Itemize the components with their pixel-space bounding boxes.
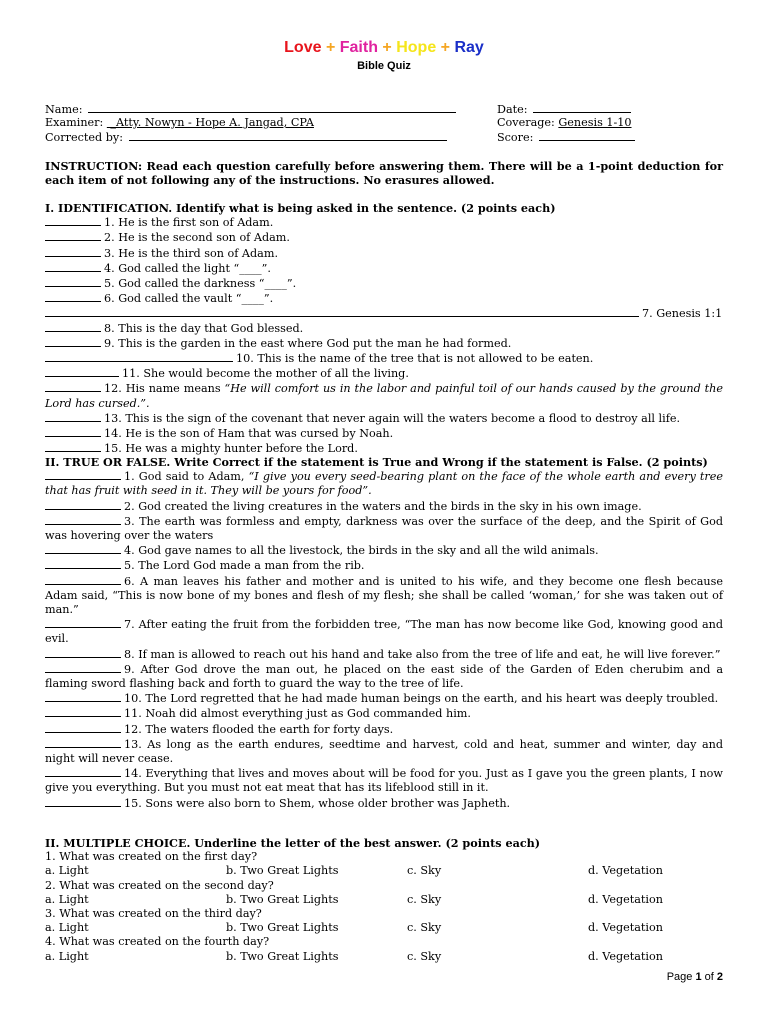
answer-blank[interactable]	[45, 215, 101, 226]
id-item	[45, 261, 723, 276]
instruction-text: INSTRUCTION: Read each question carefully before answering them. There will be a 1-point deduction for each item of not following any of the instructions. No erasures allowed.	[45, 159, 723, 188]
answer-blank[interactable]	[45, 246, 101, 257]
name-label: Name:	[45, 103, 83, 116]
id-item	[45, 351, 723, 366]
id-item	[45, 336, 723, 351]
answer-blank[interactable]	[45, 722, 121, 733]
quiz-title	[0, 38, 768, 58]
page-prefix: Page	[666, 971, 696, 983]
score-label: Score:	[497, 131, 534, 144]
answer-blank[interactable]	[45, 706, 121, 717]
instruction-block	[45, 159, 723, 187]
title-word-hope: Hope	[396, 39, 437, 56]
answer-blank[interactable]	[45, 691, 121, 702]
mc-option-a[interactable]: a. Light	[45, 921, 89, 935]
tf-item	[45, 617, 723, 646]
identification-heading: I. IDENTIFICATION. Identify what is being asked in the sentence. (2 points each)	[45, 201, 556, 215]
mc-question: 1. What was created on the first day?	[45, 850, 258, 864]
id-item	[45, 276, 723, 291]
name-blank[interactable]	[88, 102, 456, 113]
mc-option-c[interactable]: c. Sky	[407, 864, 442, 878]
id-item-text: 10. This is the name of the tree that is not allowed to be eaten.	[236, 352, 594, 366]
answer-blank[interactable]	[45, 499, 121, 510]
tf-item	[45, 662, 723, 691]
answer-blank[interactable]	[45, 336, 101, 347]
tf-item	[45, 706, 723, 721]
mc-option-c[interactable]: c. Sky	[407, 892, 442, 906]
answer-blank[interactable]	[45, 366, 119, 377]
mc-option-a[interactable]: a. Light	[45, 892, 89, 906]
mc-option-d[interactable]: d. Vegetation	[588, 892, 663, 906]
mc-option-b[interactable]: b. Two Great Lights	[226, 892, 339, 906]
mc-options-row	[45, 921, 723, 935]
id-item-text: 9. This is the garden in the east where God put the man he had formed.	[104, 336, 512, 350]
true-false-section	[45, 455, 723, 811]
id-item-text: 2. He is the second son of Adam.	[104, 231, 290, 245]
tf-item	[45, 796, 723, 811]
id-item-quote: “He will comfort us in the labor and painful toil of our hands caused by the ground the Lord has cursed.”.	[45, 382, 724, 410]
tf-item-text: 5. The Lord God made a man from the rib.	[124, 559, 365, 573]
answer-blank[interactable]	[45, 291, 101, 302]
mc-options-row	[45, 893, 723, 907]
mc-option-d[interactable]: d. Vegetation	[588, 864, 663, 878]
answer-blank[interactable]	[45, 426, 101, 437]
tf-item	[45, 469, 723, 498]
mc-option-d[interactable]: d. Vegetation	[588, 949, 663, 963]
answer-blank[interactable]	[45, 574, 121, 585]
id-item	[45, 366, 723, 381]
id-item	[45, 215, 723, 230]
name-field	[45, 102, 456, 117]
tf-item	[45, 722, 723, 737]
mc-option-b[interactable]: b. Two Great Lights	[226, 921, 339, 935]
answer-blank[interactable]	[45, 737, 121, 748]
answer-blank[interactable]	[45, 261, 101, 272]
page-current: 1	[695, 971, 702, 983]
title-word-love: Love	[284, 39, 322, 56]
answer-blank[interactable]	[45, 662, 121, 673]
quiz-subtitle: Bible Quiz	[357, 60, 411, 72]
id-item-text: 8. This is the day that God blessed.	[104, 321, 304, 335]
answer-blank[interactable]	[45, 306, 639, 317]
mc-option-c[interactable]: c. Sky	[407, 921, 442, 935]
answer-blank[interactable]	[45, 514, 121, 525]
coverage-value: Genesis 1-10	[558, 116, 632, 129]
tf-item-text: 8. If man is allowed to reach out his hand and take also from the tree of life and eat, he will live forever.”	[124, 647, 721, 661]
answer-blank[interactable]	[45, 543, 121, 554]
answer-blank[interactable]	[45, 321, 101, 332]
id-item-text: 6. God called the vault “____”.	[104, 292, 274, 306]
title-word-ray: Ray	[454, 39, 484, 56]
mc-question: 2. What was created on the second day?	[45, 878, 274, 892]
tf-item-text: 1. God said to Adam,	[124, 470, 249, 484]
id-item	[45, 291, 723, 306]
answer-blank[interactable]	[45, 617, 121, 628]
tf-item	[45, 647, 723, 662]
answer-blank[interactable]	[45, 411, 101, 422]
tf-item	[45, 574, 723, 618]
answer-blank[interactable]	[45, 558, 121, 569]
answer-blank[interactable]	[45, 647, 121, 658]
plus-sign: +	[440, 39, 451, 56]
mc-options-row	[45, 950, 723, 964]
answer-blank[interactable]	[45, 230, 101, 241]
multiple-choice-section	[45, 836, 723, 964]
tf-item-quote: “I give you every seed-bearing plant on the face of the whole earth and every tree that has fruit with seed in it. They will be yours for food”.	[45, 470, 723, 498]
corrected-by-blank[interactable]	[129, 130, 447, 141]
tf-item-text: 12. The waters flooded the earth for forty days.	[124, 722, 394, 736]
tf-item-text: 7. After eating the fruit from the forbidden tree, “The man has now become like God, knowing good and evil.	[45, 618, 723, 646]
plus-sign: +	[382, 39, 392, 56]
answer-blank[interactable]	[45, 276, 101, 287]
id-item-text: 7. Genesis 1:1	[642, 307, 723, 321]
id-item-text: 13. This is the sign of the covenant that never again will the waters become a flood to destroy all life.	[104, 411, 681, 425]
tf-item	[45, 499, 723, 514]
tf-item	[45, 737, 723, 766]
coverage-label: Coverage:	[497, 116, 555, 129]
tf-item-text: 11. Noah did almost everything just as God commanded him.	[124, 707, 471, 721]
tf-item-text: 4. God gave names to all the livestock, the birds in the sky and all the wild animals.	[124, 544, 599, 558]
mc-option-b[interactable]: b. Two Great Lights	[226, 949, 339, 963]
mc-option-a[interactable]: a. Light	[45, 864, 89, 878]
id-item	[45, 246, 723, 261]
tf-item-text: 13. As long as the earth endures, seedtime and harvest, cold and heat, summer and winter, day and night will never cease.	[45, 737, 723, 766]
identification-section	[45, 201, 723, 456]
page-number	[667, 970, 723, 984]
tf-item-text: 14. Everything that lives and moves about will be food for you. Just as I gave you the green plants, I now give you everything. But you must not eat meat that has its lifeblood still in it.	[45, 767, 723, 795]
plus-sign: +	[325, 39, 336, 56]
tf-item-text: 10. The Lord regretted that he had made human beings on the earth, and his heart was deeply troubled.	[124, 692, 719, 706]
examiner-label: Examiner:	[45, 116, 104, 129]
answer-blank[interactable]	[45, 351, 233, 362]
corrected-by-label: Corrected by:	[45, 131, 123, 144]
id-item-text: 5. God called the darkness “____”.	[104, 277, 297, 291]
tf-item-text: 3. The earth was formless and empty, darkness was over the surface of the deep, and the Spirit of God was hovering over the waters	[45, 514, 723, 543]
answer-blank[interactable]	[45, 796, 121, 807]
tf-item-text: 9. After God drove the man out, he placed on the east side of the Garden of Eden cherubim and a flaming sword flashing back and forth to guard the way to the tree of life.	[45, 662, 723, 691]
id-item-text: 1. He is the first son of Adam.	[104, 216, 274, 230]
corrected-by-field	[45, 130, 447, 145]
answer-blank[interactable]	[45, 441, 101, 452]
id-item-text: 15. He was a mighty hunter before the Lord.	[104, 442, 358, 456]
examiner-value: _Atty. Nowyn - Hope A. Jangad, CPA	[106, 116, 314, 129]
tf-item	[45, 558, 723, 573]
tf-item-text: 6. A man leaves his father and mother and is united to his wife, and they become one flesh because Adam said, “This is now bone of my bones and flesh of my flesh; she shall be called ‘woman,’ for she was taken out of man.”	[45, 574, 723, 617]
tf-item	[45, 766, 723, 795]
multiple-choice-heading: II. MULTIPLE CHOICE. Underline the letter of the best answer. (2 points each)	[45, 836, 541, 850]
mc-option-a[interactable]: a. Light	[45, 949, 89, 963]
score-blank[interactable]	[539, 130, 635, 141]
id-item-text: 14. He is the son of Ham that was cursed by Noah.	[104, 427, 394, 441]
mc-options-row	[45, 864, 723, 878]
id-item	[45, 230, 723, 245]
tf-item-text: 2. God created the living creatures in the waters and the birds in the sky in his own image.	[124, 499, 642, 513]
tf-item	[45, 691, 723, 706]
score-field	[497, 130, 635, 145]
examiner-name: Atty. Nowyn - Hope A. Jangad, CPA	[116, 116, 314, 129]
id-item-text: 11. She would become the mother of all the living.	[122, 367, 409, 381]
title-word-faith: Faith	[339, 39, 378, 56]
tf-item-text: 15. Sons were also born to Shem, whose older brother was Japheth.	[124, 796, 511, 810]
answer-blank[interactable]	[45, 381, 101, 392]
mc-option-b[interactable]: b. Two Great Lights	[226, 864, 339, 878]
date-field	[497, 102, 631, 117]
mc-question: 4. What was created on the fourth day?	[45, 935, 270, 949]
id-item	[45, 321, 723, 336]
coverage-field	[497, 116, 632, 130]
answer-blank[interactable]	[45, 766, 121, 777]
id-item	[45, 381, 723, 410]
mc-question: 3. What was created on the third day?	[45, 906, 262, 920]
mc-option-d[interactable]: d. Vegetation	[588, 921, 663, 935]
id-item	[45, 306, 723, 320]
id-item	[45, 411, 723, 426]
id-item	[45, 426, 723, 441]
examiner-field	[45, 116, 457, 130]
id-item-text: 3. He is the third son of Adam.	[104, 246, 279, 260]
id-item-text: 4. God called the light “____”.	[104, 261, 271, 275]
page-total: 2	[716, 971, 723, 983]
tf-item	[45, 514, 723, 543]
date-label: Date:	[497, 103, 528, 116]
date-blank[interactable]	[533, 102, 631, 113]
page-of: of	[701, 971, 717, 983]
true-false-heading: II. TRUE OR FALSE. Write Correct if the statement is True and Wrong if the statement is False. (2 points)	[45, 455, 708, 469]
id-item-text: 12. His name means	[104, 382, 225, 396]
tf-item	[45, 543, 723, 558]
answer-blank[interactable]	[45, 469, 121, 480]
mc-option-c[interactable]: c. Sky	[407, 949, 442, 963]
